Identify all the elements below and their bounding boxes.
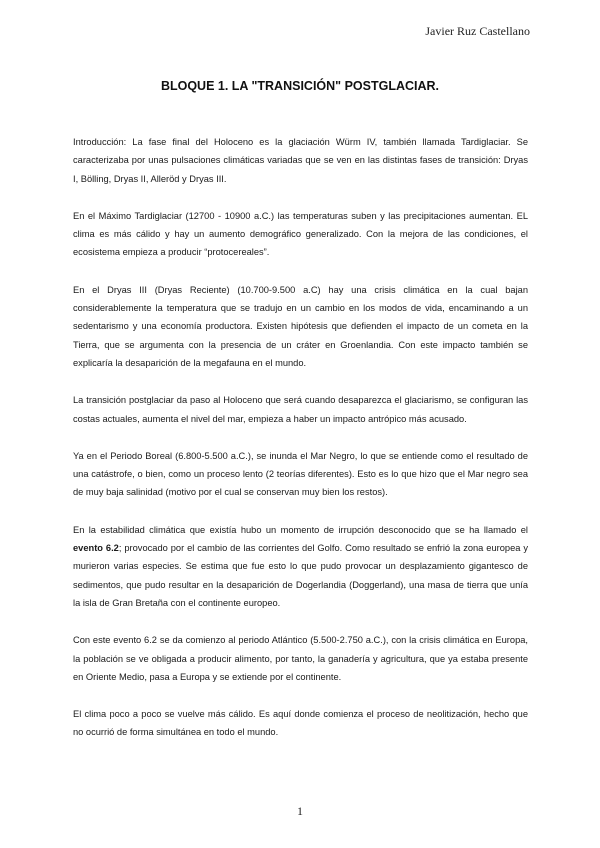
paragraph-evento-text-before: En la estabilidad climática que existía hubo un momento de irrupción desconocido que se ha llamado el (73, 524, 528, 535)
paragraph-periodo-atlantico: Con este evento 6.2 se da comienzo al periodo Atlántico (5.500-2.750 a.C.), con la crisis climática en Europa, la población se ve obligada a producir alimento, por tanto, la ganadería y agricultura, que ya estaba presente en Oriente Medio, pasa a Europa y se extiende por el continente. (73, 635, 528, 682)
paragraph-evento-6-2 (73, 521, 528, 612)
paragraph-neolitizacion: El clima poco a poco se vuelve más cálido. Es aquí donde comienza el proceso de neolitización, hecho que no ocurrió de forma simultánea en todo el mundo. (73, 709, 528, 738)
paragraph-transicion-holoceno: La transición postglaciar da paso al Holoceno que será cuando desaparezca el glaciarismo, se configuran las costas actuales, aumenta el nivel del mar, empieza a haber un impacto antrópico más acusado. (73, 395, 528, 424)
header-author: Javier Ruz Castellano (425, 24, 530, 38)
document-body (73, 133, 528, 761)
evento-6-2-bold: evento 6.2 (73, 543, 119, 554)
paragraph-evento-text-after: ; provocado por el cambio de las corrientes del Golfo. Como resultado se enfrió la zona europea y murieron varias especies. Se estima que fue esto lo que pudo provocar un desplazamiento gigantesco de sedimentos, que pudo resultar en la desaparición de Dogerlandia (Doggerland), una masa de tierra que unía la isla de Gran Bretaña con el continente europeo. (73, 543, 528, 608)
paragraph-maximo-tardiglaciar: En el Máximo Tardiglaciar (12700 - 10900 a.C.) las temperaturas suben y las precipitaciones aumentan. EL clima es más cálido y hay un aumento demográfico generalizado. Con la mejora de las condiciones, el ecosistema empieza a producir “protocereales”. (73, 210, 528, 258)
document-title: BLOQUE 1. LA "TRANSICIÓN" POSTGLACIAR. (160, 79, 440, 93)
paragraph-introduction: Introducción: La fase final del Holoceno es la glaciación Würm IV, también llamada Tardiglaciar. Se caracterizaba por unas pulsaciones climáticas variadas que se ven en las distintas fases de transición: Dryas I, Bölling, Dryas II, Alleröd y Dryas III. (73, 137, 528, 184)
paragraph-dryas-iii: En el Dryas III (Dryas Reciente) (10.700-9.500 a.C) hay una crisis climática en la cual bajan considerablemente la temperatura que se tradujo en un cambio en los modos de vida, encaminando a un sedentarismo y una economía productora. Existen hipótesis que defienden el impacto de un cometa en la Tierra, que se argumenta con la presencia de un cráter en Groenlandia. Con este impacto también se explicaría la desaparición de la megafauna en el mundo. (73, 284, 528, 368)
page-number: 1 (297, 804, 303, 818)
paragraph-periodo-boreal: Ya en el Periodo Boreal (6.800-5.500 a.C.), se inunda el Mar Negro, lo que se entiende como el resultado de una catástrofe, o bien, como un proceso lento (2 teorías diferentes). Esto es lo que hizo que el Mar negro sea de muy baja salinidad (motivo por el cual se conservan muy bien los restos). (73, 450, 528, 498)
